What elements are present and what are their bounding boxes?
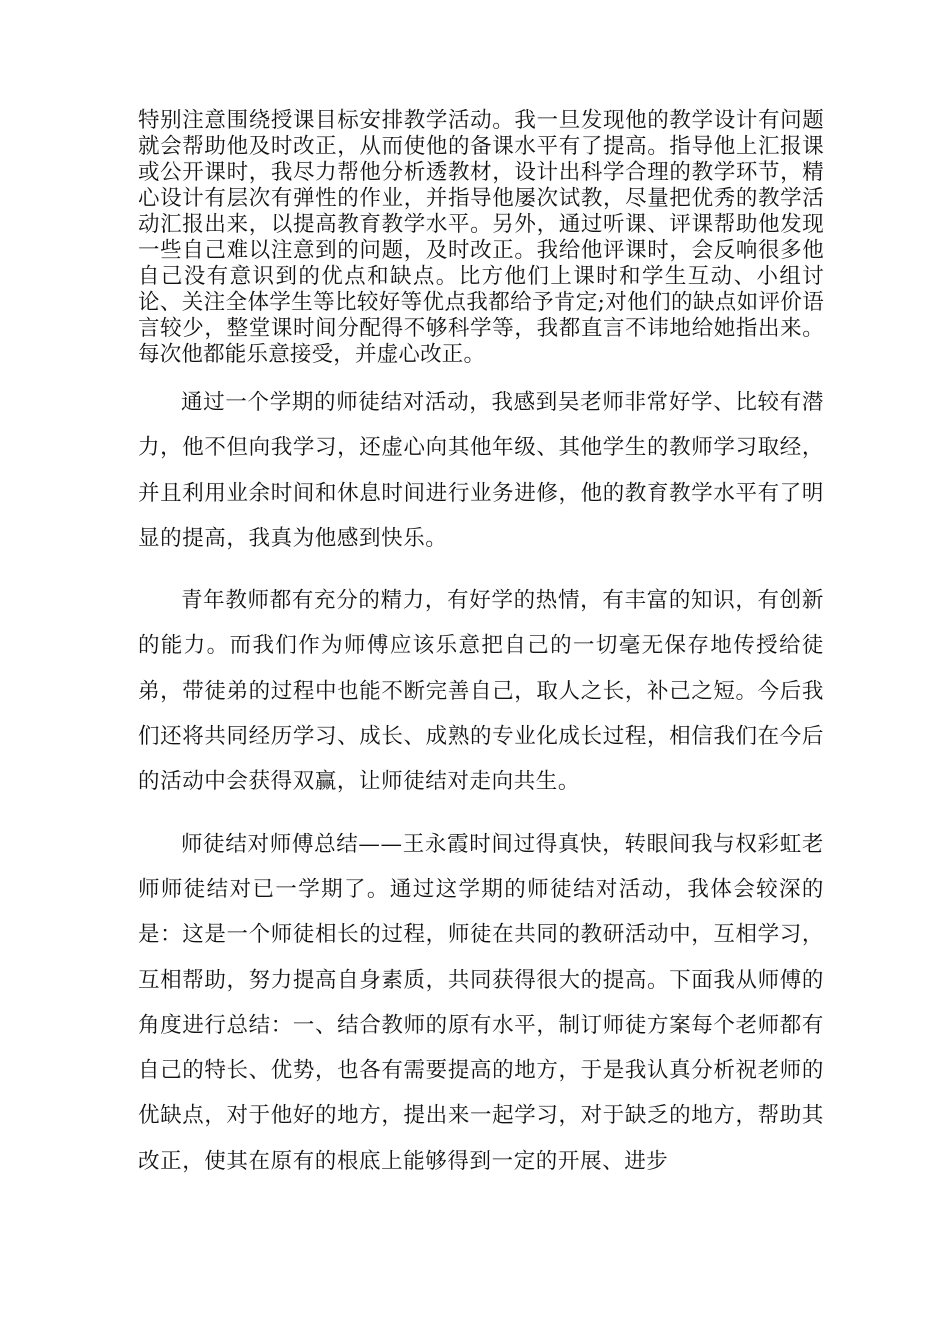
paragraph-1: 特别注意围绕授课目标安排教学活动。我一旦发现他的教学设计有问题就会帮助他及时改正，从而使他的备课水平有了提高。指导他上汇报课或公开课时，我尽力帮他分析透教材，设计出科学合理的教学环节，精心设计有层次有弹性的作业，并指导他屡次试教，尽量把优秀的教学活动汇报出来，以提高教育教学水平。另外，通过听课、评课帮助他发现一些自己难以注意到的问题，及时改正。我给他评课时，会反响很多他自己没有意识到的优点和缺点。比方他们上课时和学生互动、小组讨论、关注全体学生等比较好等优点我都给予肯定;对他们的缺点如评价语言较少，整堂课时间分配得不够科学等，我都直言不讳地给她指出来。每次他都能乐意接受，并虚心改正。 bbox=[138, 108, 824, 367]
document-page bbox=[138, 108, 824, 1184]
paragraph-3: 青年教师都有充分的精力，有好学的热情，有丰富的知识，有创新的能力。而我们作为师傅应该乐意把自己的一切毫无保存地传授给徒弟，带徒弟的过程中也能不断完善自己，取人之长，补己之短。今后我们还将共同经历学习、成长、成熟的专业化成长过程，相信我们在今后的活动中会获得双赢，让师徒结对走向共生。 bbox=[138, 588, 824, 795]
paragraph-4: 师徒结对师傅总结——王永霞时间过得真快，转眼间我与权彩虹老师师徒结对已一学期了。通过这学期的师徒结对活动，我体会较深的是：这是一个师徒相长的过程，师徒在共同的教研活动中，互相学习，互相帮助，努力提高自身素质，共同获得很大的提高。下面我从师傅的角度进行总结：一、结合教师的原有水平，制订师徒方案每个老师都有自己的特长、优势，也各有需要提高的地方，于是我认真分析祝老师的优缺点，对于他好的地方，提出来一起学习，对于缺乏的地方，帮助其改正，使其在原有的根底上能够得到一定的开展、进步 bbox=[138, 831, 824, 1174]
paragraph-2: 通过一个学期的师徒结对活动，我感到吴老师非常好学、比较有潜力，他不但向我学习，还虚心向其他年级、其他学生的教师学习取经，并且利用业余时间和休息时间进行业务进修，他的教育教学水平有了明显的提高，我真为他感到快乐。 bbox=[138, 390, 824, 551]
